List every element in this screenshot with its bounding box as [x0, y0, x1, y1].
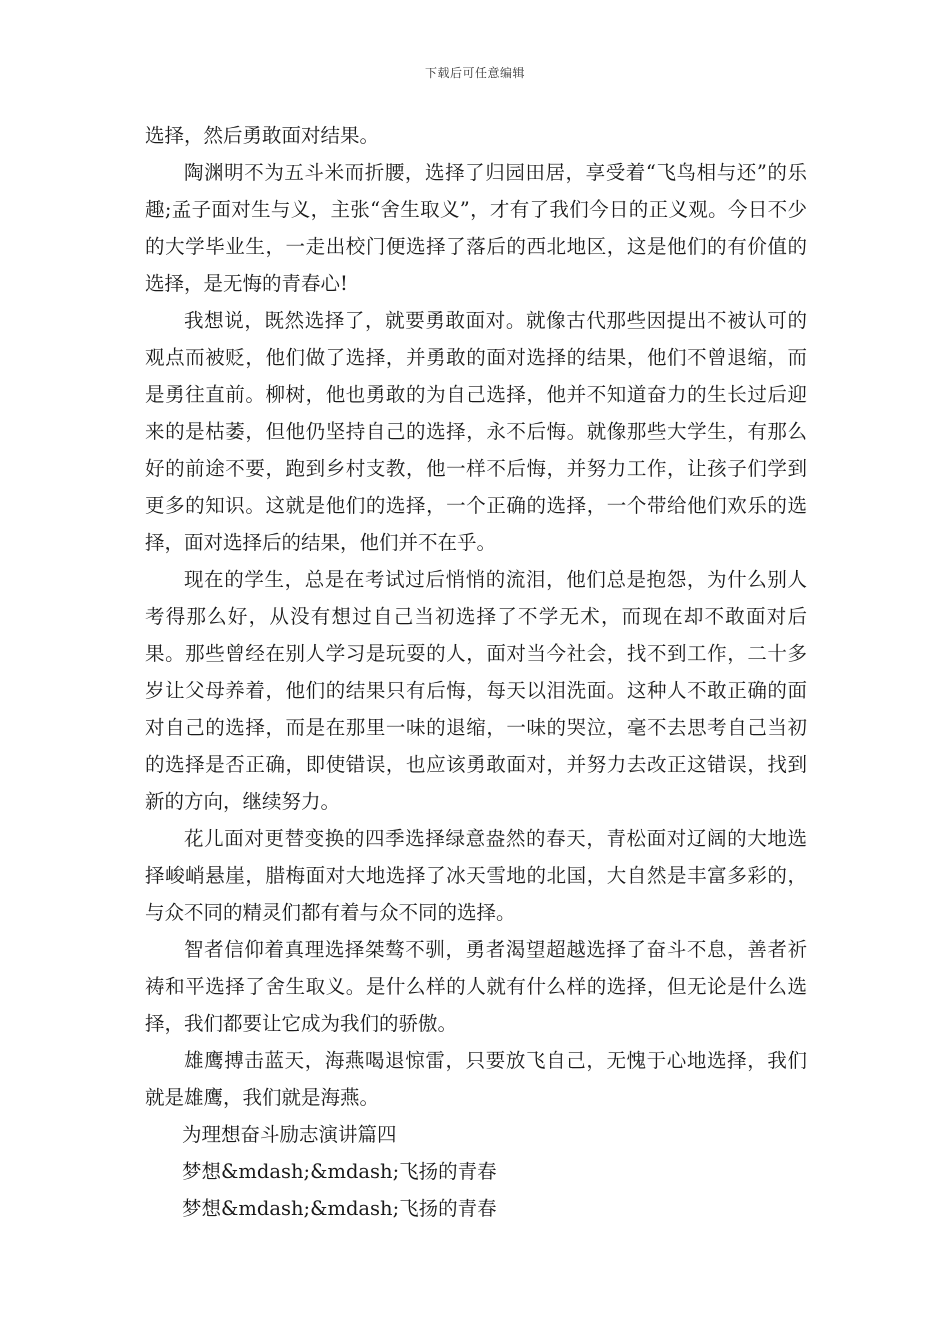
section-heading: 为理想奋斗励志演讲篇四: [182, 1123, 397, 1146]
paragraph-nature: 花儿面对更替变换的四季选择绿意盎然的春天，青松面对辽阔的大地选择峻峭悬崖，腊梅面对大地选择了冰天雪地的北国，大自然是丰富多彩的，与众不同的精灵们都有着与众不同的选择。: [145, 827, 807, 924]
paragraph-wise-brave: 智者信仰着真理选择桀骜不驯，勇者渴望超越选择了奋斗不息，善者祈祷和平选择了舍生取义。是什么样的人就有什么样的选择，但无论是什么选择，我们都要让它成为我们的骄傲。: [145, 938, 807, 1035]
paragraph-eagle: 雄鹰搏击蓝天，海燕喝退惊雷，只要放飞自己，无愧于心地选择，我们就是雄鹰，我们就是海燕。: [145, 1049, 807, 1109]
section-subtitle-2: 梦想&mdash;&mdash;飞扬的青春: [182, 1197, 497, 1220]
paragraph-tao-yuanming: 陶渊明不为五斗米而折腰，选择了归园田居，享受着“飞鸟相与还”的乐趣;孟子面对生与义，主张“舍生取义”，才有了我们今日的正义观。今日不少的大学毕业生，一走出校门便选择了落后的西北地区，这是他们的有价值的选择，是无悔的青春心!: [145, 161, 807, 295]
section-subtitle-1: 梦想&mdash;&mdash;飞扬的青春: [182, 1160, 497, 1183]
paragraph-students: 现在的学生，总是在考试过后悄悄的流泪，他们总是抱怨，为什么别人考得那么好，从没有想过自己当初选择了不学无术，而现在却不敢面对后果。那些曾经在别人学习是玩耍的人，面对当今社会，找不到工作，二十多岁让父母养着，他们的结果只有后悔，每天以泪洗面。这种人不敢正确的面对自己的选择，而是在那里一味的退缩，一味的哭泣，毫不去思考自己当初的选择是否正确，即使错误，也应该勇敢面对，并努力去改正这错误，找到新的方向，继续努力。: [145, 568, 807, 813]
page-header: 下载后可任意编辑: [424, 66, 525, 80]
paragraph-brave-face: 我想说，既然选择了，就要勇敢面对。就像古代那些因提出不被认可的观点而被贬，他们做了选择，并勇敢的面对选择的结果，他们不曾退缩，而是勇往直前。柳树，他也勇敢的为自己选择，他并不知道奋力的生长过后迎来的是枯萎，但他仍坚持自己的选择，永不后悔。就像那些大学生，有那么好的前途不要，跑到乡村支教，他一样不后悔，并努力工作，让孩子们学到更多的知识。这就是他们的选择，一个正确的选择，一个带给他们欢乐的选择，面对选择后的结果，他们并不在乎。: [145, 309, 807, 554]
document-body: [145, 117, 807, 1227]
paragraph-continuation: 选择，然后勇敢面对结果。: [145, 124, 380, 147]
